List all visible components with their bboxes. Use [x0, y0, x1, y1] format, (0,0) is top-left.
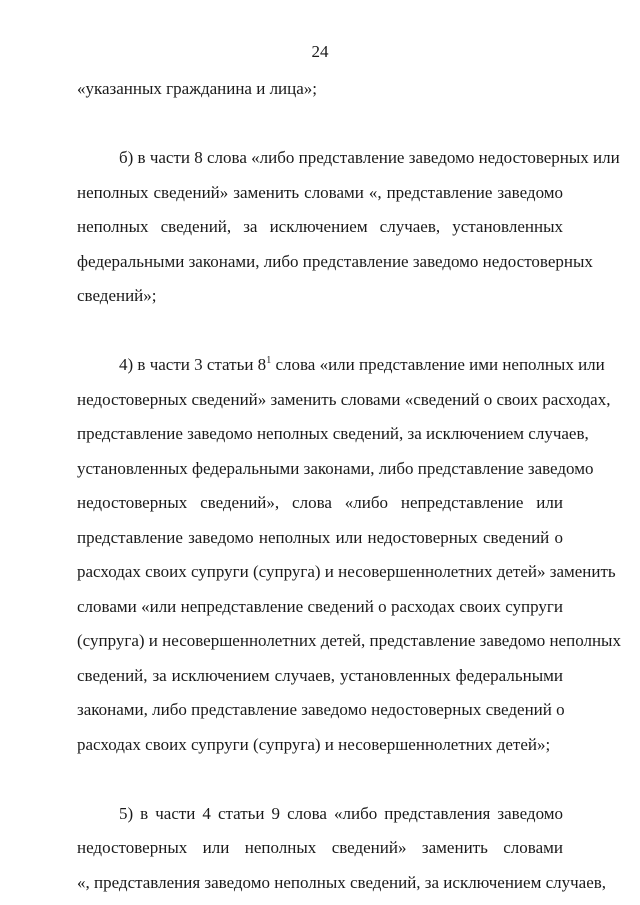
text-fragment: 4) в части 3 статьи 8	[119, 355, 267, 374]
superscript: 1	[266, 355, 272, 366]
paragraph-spacer	[77, 112, 563, 147]
text-line: неполных сведений, за исключением случаев, установленных	[77, 217, 563, 236]
text-line: недостоверных или неполных сведений» заменить словами	[77, 838, 563, 857]
text-line: «, представления заведомо неполных сведений, за исключением случаев,	[77, 872, 607, 892]
text-line: (супруга) и несовершеннолетних детей, представление заведомо неполных	[77, 631, 621, 650]
text-line: недостоверных сведений» заменить словами «сведений о своих расходах,	[77, 389, 611, 409]
text-line: установленных федеральными законами, либо представление заведомо	[77, 458, 594, 478]
text-line: «указанных гражданина и лица»;	[77, 79, 318, 98]
paragraph-4-first-line	[77, 353, 605, 388]
text-line: сведений»;	[77, 286, 157, 305]
text-line: словами «или непредставление сведений о расходах своих супруги	[77, 596, 563, 616]
text-line: представление заведомо неполных или недостоверных сведений о	[77, 527, 563, 547]
paragraph-5-first-line: 5) в части 4 статьи 9 слова «либо представления заведомо	[119, 803, 563, 823]
text-line: законами, либо представление заведомо недостоверных сведений о	[77, 700, 565, 719]
text-line: федеральными законами, либо представление заведомо недостоверных	[77, 251, 593, 271]
text-line: сведений, за исключением случаев, установленных федеральными	[77, 665, 563, 685]
paragraph-spacer	[77, 319, 563, 354]
text-line: расходах своих супруги (супруга) и несовершеннолетних детей» заменить	[77, 562, 616, 581]
paragraph-spacer	[77, 767, 563, 802]
text-line: неполных сведений» заменить словами «, представление заведомо	[77, 182, 563, 202]
document-body	[77, 77, 621, 905]
text-line: недостоверных сведений», слова «либо непредставление или	[77, 493, 563, 512]
text-fragment: слова «или представление ими неполных или	[271, 355, 605, 374]
text-line: расходах своих супруги (супруга) и несовершеннолетних детей»;	[77, 734, 551, 754]
page-number: 24	[311, 42, 329, 61]
paragraph-b-first-line: б) в части 8 слова «либо представление заведомо недостоверных или	[119, 148, 620, 167]
text-line: представление заведомо неполных сведений, за исключением случаев,	[77, 424, 589, 443]
